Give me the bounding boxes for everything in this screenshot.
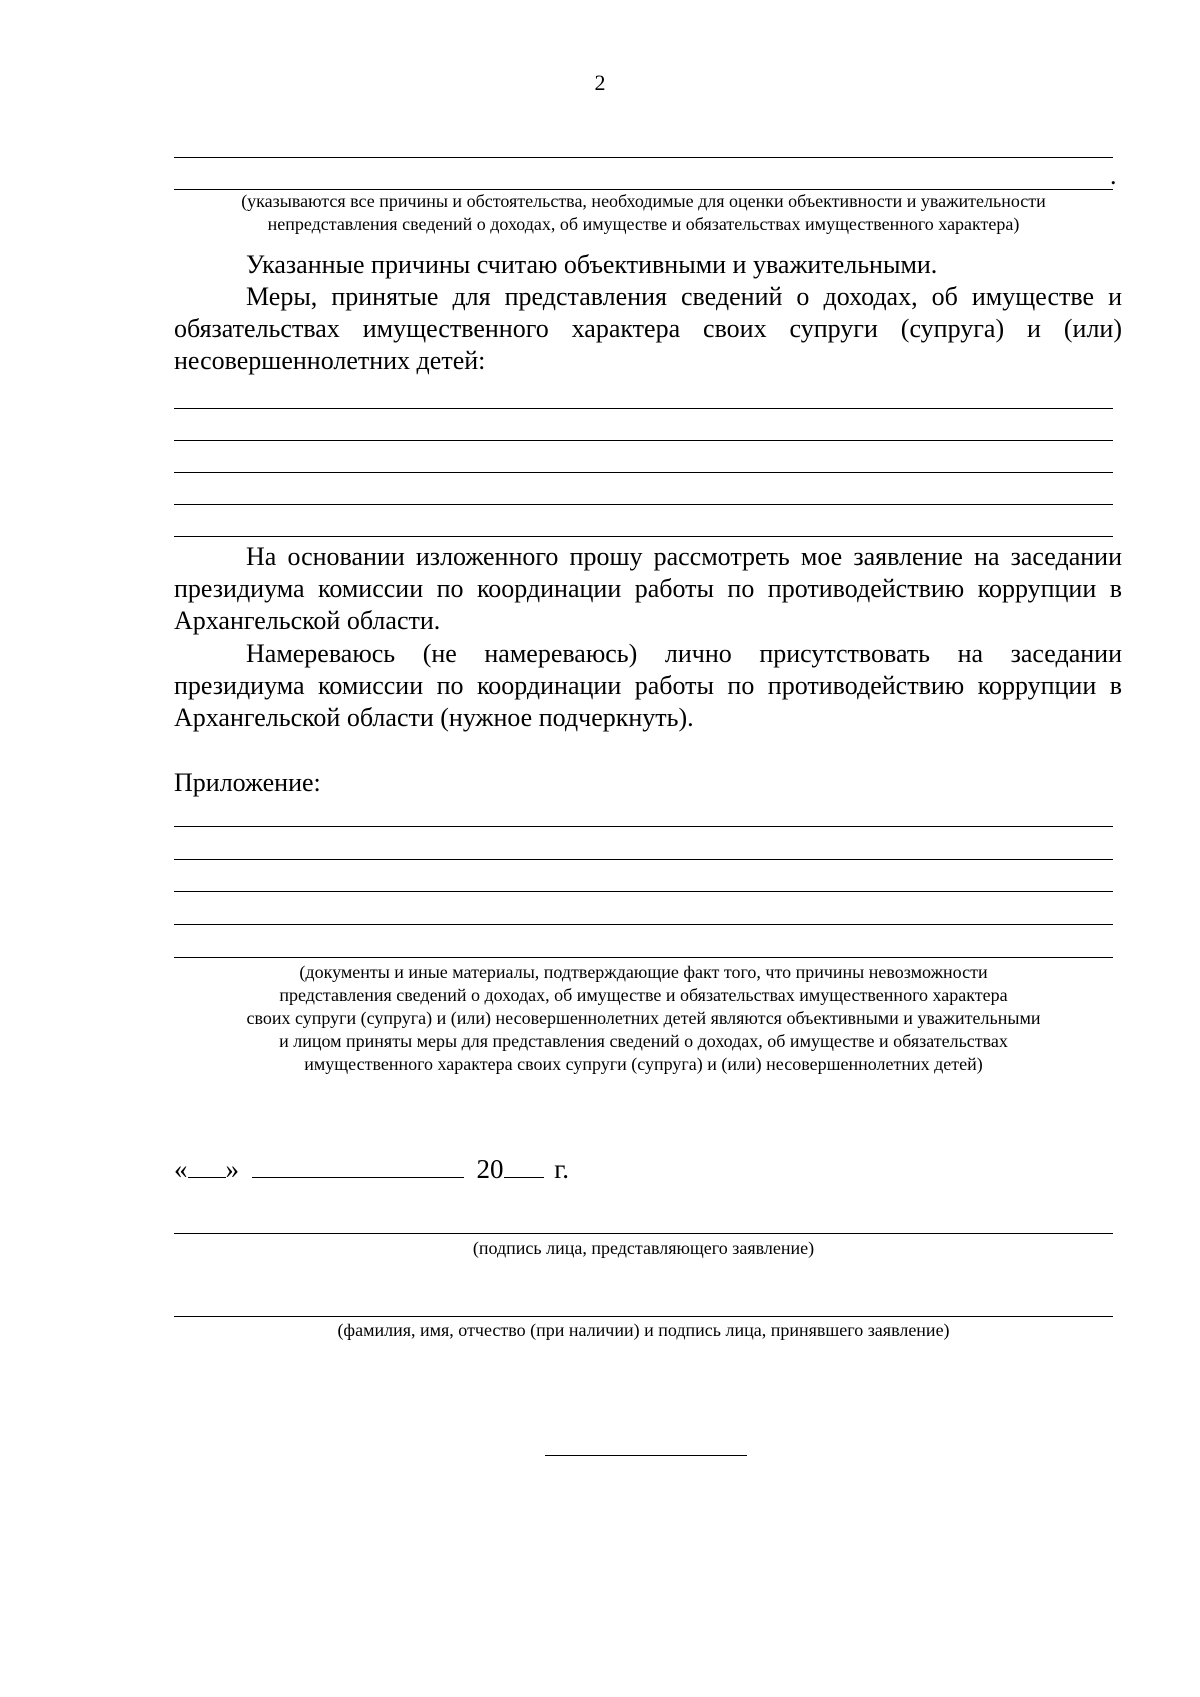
date-day-blank[interactable]: [188, 1151, 226, 1178]
date-year-blank[interactable]: [504, 1151, 544, 1178]
date-line: [174, 1151, 569, 1185]
attachment-caption-line: представления сведений о доходах, об имуществе и обязательствах имущественного характера: [279, 985, 1008, 1005]
date-open-quote: «: [174, 1154, 188, 1184]
attachment-blank-line-4[interactable]: [174, 924, 1113, 925]
paragraph-measures: Меры, принятые для представления сведений о доходах, об имуществе и обязательствах имущественного характера своих супруги (супруга) и (или) несовершеннолетних детей:: [174, 282, 1122, 375]
measures-blank-line-3[interactable]: [174, 472, 1113, 473]
paragraph-reasons-valid: Указанные причины считаю объективными и уважительными.: [246, 250, 938, 279]
attachment-label: Приложение:: [174, 768, 321, 797]
paragraph-request: На основании изложенного прошу рассмотреть мое заявление на заседании президиума комиссии по координации работы по противодействию коррупции в Архангельской области.: [174, 542, 1122, 635]
date-month-blank[interactable]: [252, 1151, 464, 1178]
reasons-blank-line-1[interactable]: [174, 157, 1113, 158]
measures-blank-line-2[interactable]: [174, 440, 1113, 441]
signature-receiver-line[interactable]: [174, 1316, 1113, 1317]
signature-applicant-line[interactable]: [174, 1233, 1113, 1234]
reasons-caption: [174, 190, 1113, 236]
attachment-caption-line: своих супруги (супруга) и (или) несовершеннолетних детей являются объективными и уважительными: [246, 1008, 1041, 1028]
measures-blank-line-1[interactable]: [174, 408, 1113, 409]
date-year-suffix: г.: [554, 1154, 570, 1184]
measures-blank-line-5[interactable]: [174, 536, 1113, 537]
end-separator: [545, 1455, 747, 1456]
page-number: 2: [594, 70, 606, 95]
attachment-blank-line-1[interactable]: [174, 826, 1113, 827]
attachment-blank-line-3[interactable]: [174, 891, 1113, 892]
attachment-blank-line-5[interactable]: [174, 957, 1113, 958]
attachment-caption: [170, 961, 1117, 1076]
signature-applicant-caption: (подпись лица, представляющего заявление): [472, 1238, 815, 1258]
signature-receiver-caption: (фамилия, имя, отчество (при наличии) и подпись лица, принявшего заявление): [337, 1320, 950, 1340]
reasons-caption-line: (указываются все причины и обстоятельства, необходимые для оценки объективности и уважительности: [241, 191, 1046, 211]
measures-blank-line-4[interactable]: [174, 504, 1113, 505]
reasons-caption-line: непредставления сведений о доходах, об имуществе и обязательствах имущественного характера): [267, 214, 1020, 234]
trailing-period: .: [1110, 161, 1117, 190]
attachment-caption-line: (документы и иные материалы, подтверждающие факт того, что причины невозможности: [299, 962, 988, 982]
attachment-caption-line: и лицом приняты меры для представления сведений о доходах, об имуществе и обязательствах: [279, 1031, 1008, 1051]
date-close-quote: »: [225, 1154, 239, 1184]
attachment-caption-line: имущественного характера своих супруги (супруга) и (или) несовершеннолетних детей): [304, 1054, 983, 1074]
attachment-blank-line-2[interactable]: [174, 859, 1113, 860]
date-year-prefix: 20: [476, 1154, 504, 1184]
paragraph-attendance: Намереваюсь (не намереваюсь) лично присутствовать на заседании президиума комиссии по координации работы по противодействию коррупции в Архангельской области (нужное подчеркнуть).: [174, 639, 1122, 732]
